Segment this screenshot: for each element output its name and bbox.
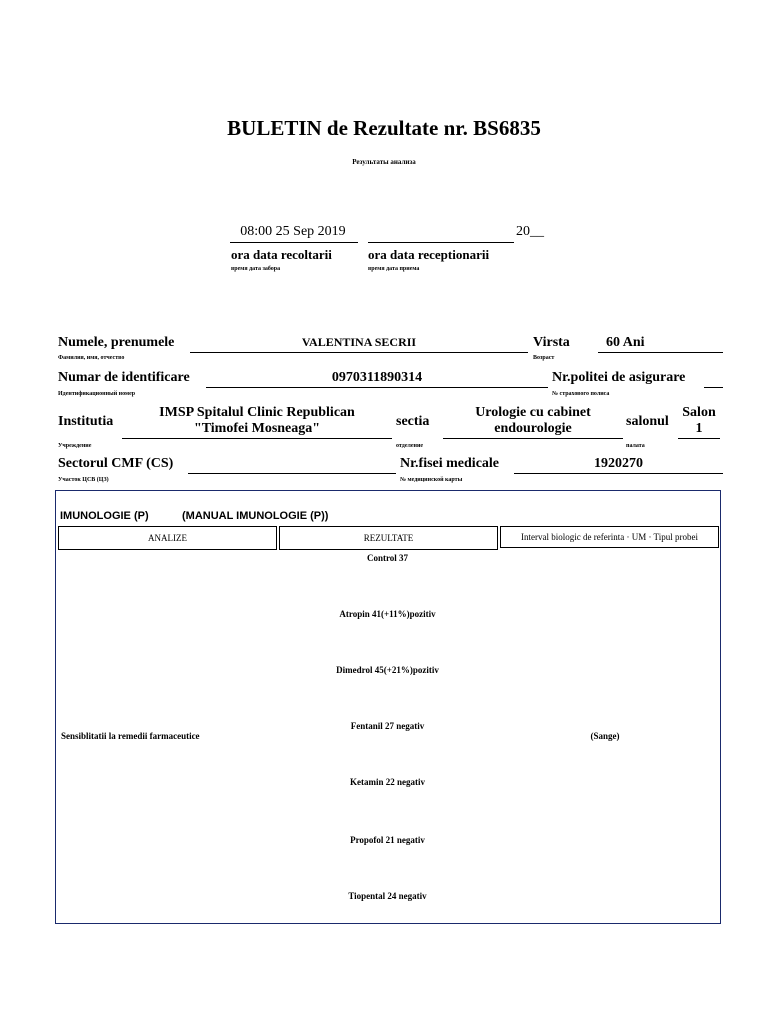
sector-sublabel: Участок ЦСВ (ЦЗ): [58, 477, 109, 483]
received-label: ora data receptionarii: [368, 247, 490, 262]
result-item: Ketamin 22 negativ: [350, 777, 425, 787]
ward-sublabel: палата: [626, 443, 645, 449]
column-header-rezultate: REZULTATE: [279, 526, 498, 550]
institution-line2: "Timofei Mosneaga": [193, 421, 321, 436]
institution-line1: IMSP Spitalul Clinic Republican: [159, 405, 355, 420]
section-line2: endourologie: [494, 421, 572, 436]
id-sublabel: Идентификационный номер: [58, 391, 136, 397]
patient-age: 60 Ani: [606, 335, 645, 350]
age-label: Virsta: [533, 335, 570, 350]
policy-line: [704, 387, 723, 388]
sector-label: Sectorul CMF (CS): [58, 456, 174, 471]
policy-sublabel: № страхового полиса: [552, 391, 610, 397]
column-header-analize: ANALIZE: [58, 526, 277, 550]
age-line: [598, 352, 723, 353]
patient-id: 0970311890314: [331, 370, 423, 385]
analysis-name: Sensiblitatii la remedii farmaceutice: [61, 731, 200, 741]
id-label: Numar de identificare: [58, 370, 190, 385]
received-line: [368, 242, 514, 243]
sector-line: [188, 473, 396, 474]
section-title: IMUNOLOGIE (P): [60, 510, 149, 522]
ward-line2: 1: [695, 421, 703, 436]
ward-line: [678, 438, 720, 439]
section-label: sectia: [396, 414, 430, 429]
name-line: [190, 352, 528, 353]
result-item: Atropin 41(+11%)pozitiv: [339, 609, 436, 619]
collected-line: [230, 242, 358, 243]
ward-label: salonul: [626, 414, 669, 429]
result-item: Dimedrol 45(+21%)pozitiv: [336, 665, 439, 675]
section-sublabel: отделение: [396, 443, 424, 449]
collected-label: ora data recoltarii: [231, 247, 332, 262]
document-subtitle: Результаты анализа: [352, 158, 416, 166]
collected-sublabel: время дата забора: [231, 266, 281, 272]
received-sublabel: время дата приема: [368, 266, 420, 272]
result-item: Fentanil 27 negativ: [350, 721, 425, 731]
age-sublabel: Возраст: [533, 355, 555, 361]
patient-name: VALENTINA SECRII: [301, 335, 417, 349]
document-title: BULETIN de Rezultate nr. BS6835: [227, 116, 541, 140]
file-number: 1920270: [594, 456, 643, 471]
name-label: Numele, prenumele: [58, 335, 175, 350]
result-item: Control 37: [366, 553, 409, 563]
institution-line: [122, 438, 392, 439]
received-year: 20__: [516, 224, 544, 239]
collected-datetime: 08:00 25 Sep 2019: [240, 224, 346, 239]
institution-sublabel: Учреждение: [58, 443, 92, 449]
result-item: Propofol 21 negativ: [350, 835, 425, 845]
section-subtitle: (MANUAL IMUNOLOGIE (P)): [182, 510, 329, 522]
section-line: [443, 438, 623, 439]
section-line1: Urologie cu cabinet: [475, 405, 591, 420]
name-sublabel: Фамилия, имя, отчество: [58, 355, 125, 361]
file-label: Nr.fisei medicale: [400, 456, 500, 471]
institution-label: Institutia: [58, 414, 114, 429]
sample-type: (Sange): [590, 731, 620, 741]
result-item: Tiopental 24 negativ: [348, 891, 427, 901]
policy-label: Nr.politei de asigurare: [552, 370, 686, 385]
ward-line1: Salon: [682, 405, 716, 420]
file-sublabel: № медицинской карты: [400, 477, 463, 483]
file-line: [514, 473, 723, 474]
column-header-reference: Interval biologic de referinta · UM · Tipul probei: [500, 526, 719, 548]
id-line: [206, 387, 548, 388]
